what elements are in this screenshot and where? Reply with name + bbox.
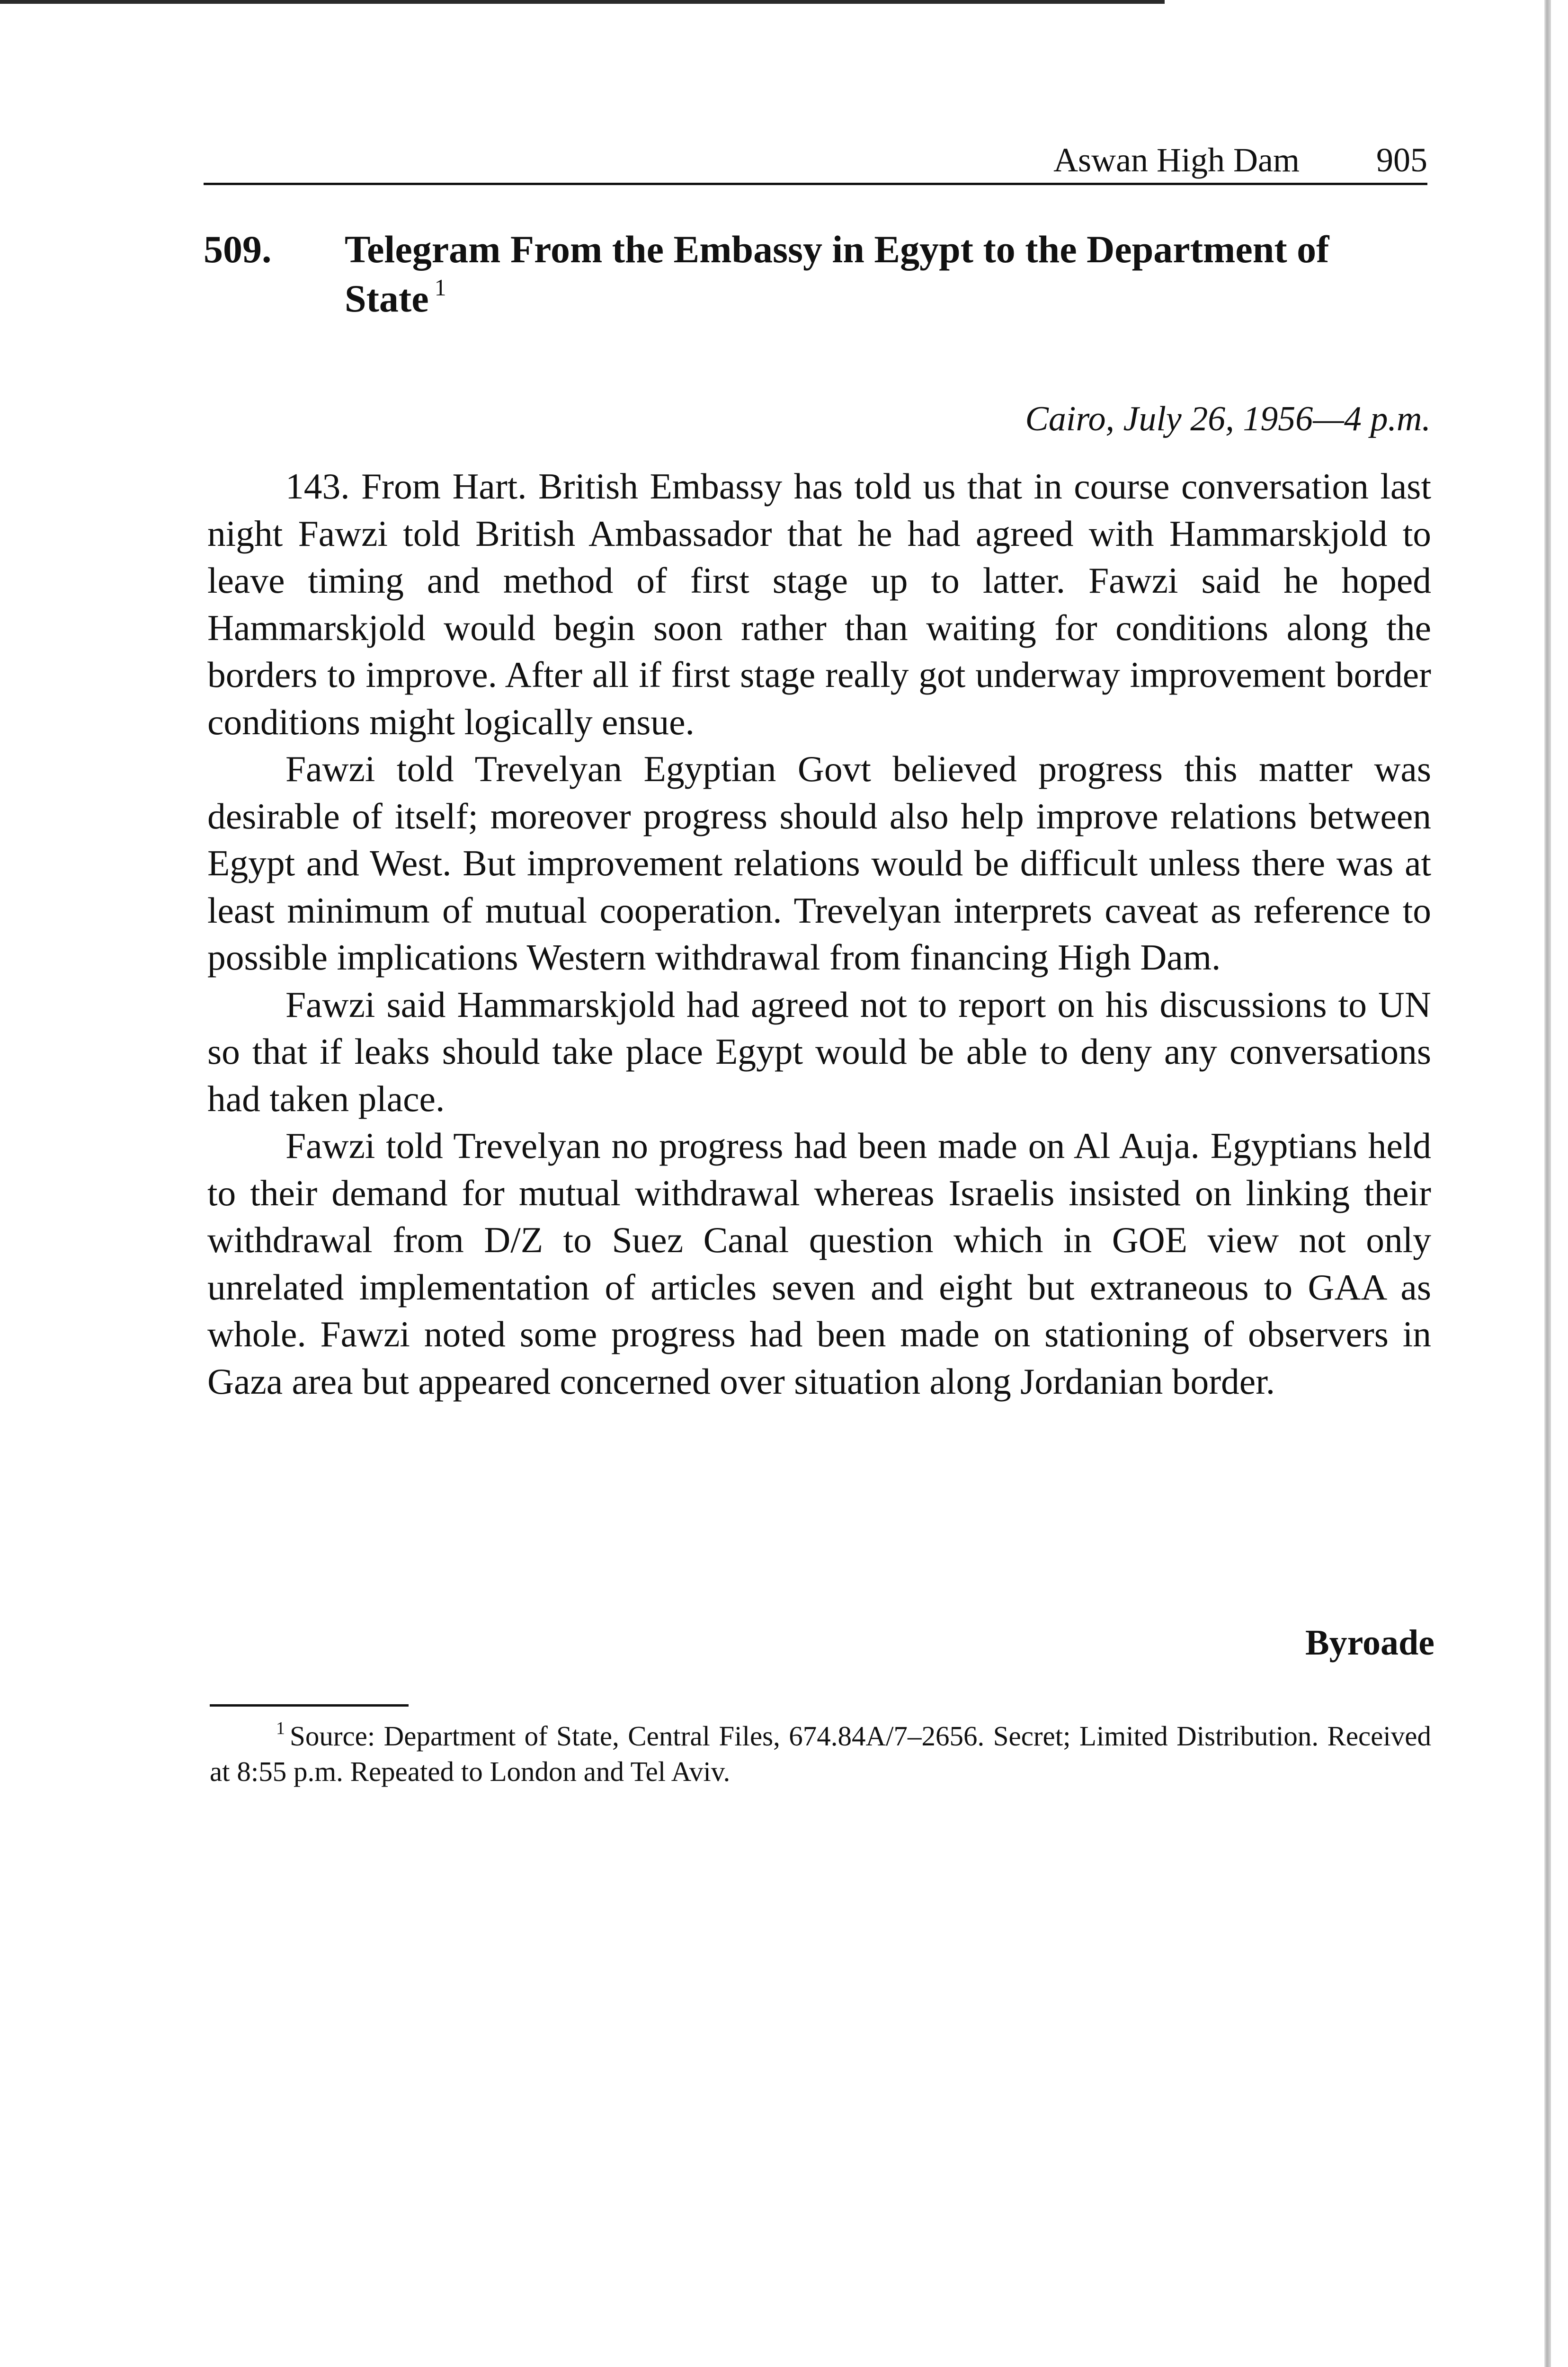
telegram-body xyxy=(207,463,1431,1405)
body-paragraph-1: 143. From Hart. British Embassy has told us that in course conversation last night Fawzi told British Ambassador that he had agreed with Hammarskjold to leave timing and method of first stage up to latter. Fawzi said he hoped Hammarskjold would begin soon rather than waiting for conditions along the borders to improve. After all if first stage really got underway improvement border conditions might logically ensue. xyxy=(207,466,1431,742)
body-paragraph-4: Fawzi told Trevelyan no progress had been made on Al Auja. Egyptians held to their demand for mutual withdrawal whereas Israelis insisted on linking their withdrawal from D/Z to Suez Canal question which in GOE view not only unrelated implementation of articles seven and eight but extraneous to GAA as whole. Fawzi noted some progress had been made on stationing of observers in Gaza area but appeared concerned over situation along Jordanian border. xyxy=(207,1125,1431,1402)
footnote-text: Source: Department of State, Central Files, 674.84A/7–2656. Secret; Limited Distribution. Received at 8:55 p.m. Repeated to London and Tel Aviv. xyxy=(210,1720,1431,1787)
signature: Byroade xyxy=(1305,1623,1434,1663)
document-number: 509. xyxy=(204,228,272,271)
document-title xyxy=(345,225,1429,323)
body-paragraph-3: Fawzi said Hammarskjold had agreed not to report on his discussions to UN so that if leaks should take place Egypt would be able to deny any conversations had taken place. xyxy=(207,984,1431,1119)
body-paragraph-2: Fawzi told Trevelyan Egyptian Govt believed progress this matter was desirable of itself; moreover progress should also help improve relations between Egypt and West. But improvement relations would be difficult unless there was at least minimum of mutual cooperation. Trevelyan interprets caveat as reference to possible implications Western withdrawal from financing High Dam. xyxy=(207,748,1431,978)
document-title-text: Telegram From the Embassy in Egypt to the Department of State xyxy=(345,228,1329,320)
running-title: Aswan High Dam xyxy=(1053,141,1300,179)
dateline: Cairo, July 26, 1956—4 p.m. xyxy=(1025,400,1431,438)
page-number: 905 xyxy=(1376,141,1427,179)
running-header xyxy=(204,137,1427,185)
footnote-mark: 1 xyxy=(276,1718,285,1738)
footnote-divider xyxy=(210,1704,409,1707)
scan-binding-edge xyxy=(1544,0,1551,2367)
title-footnote-reference: 1 xyxy=(434,274,446,301)
scan-top-edge xyxy=(0,0,1165,4)
footnote xyxy=(210,1718,1431,1789)
